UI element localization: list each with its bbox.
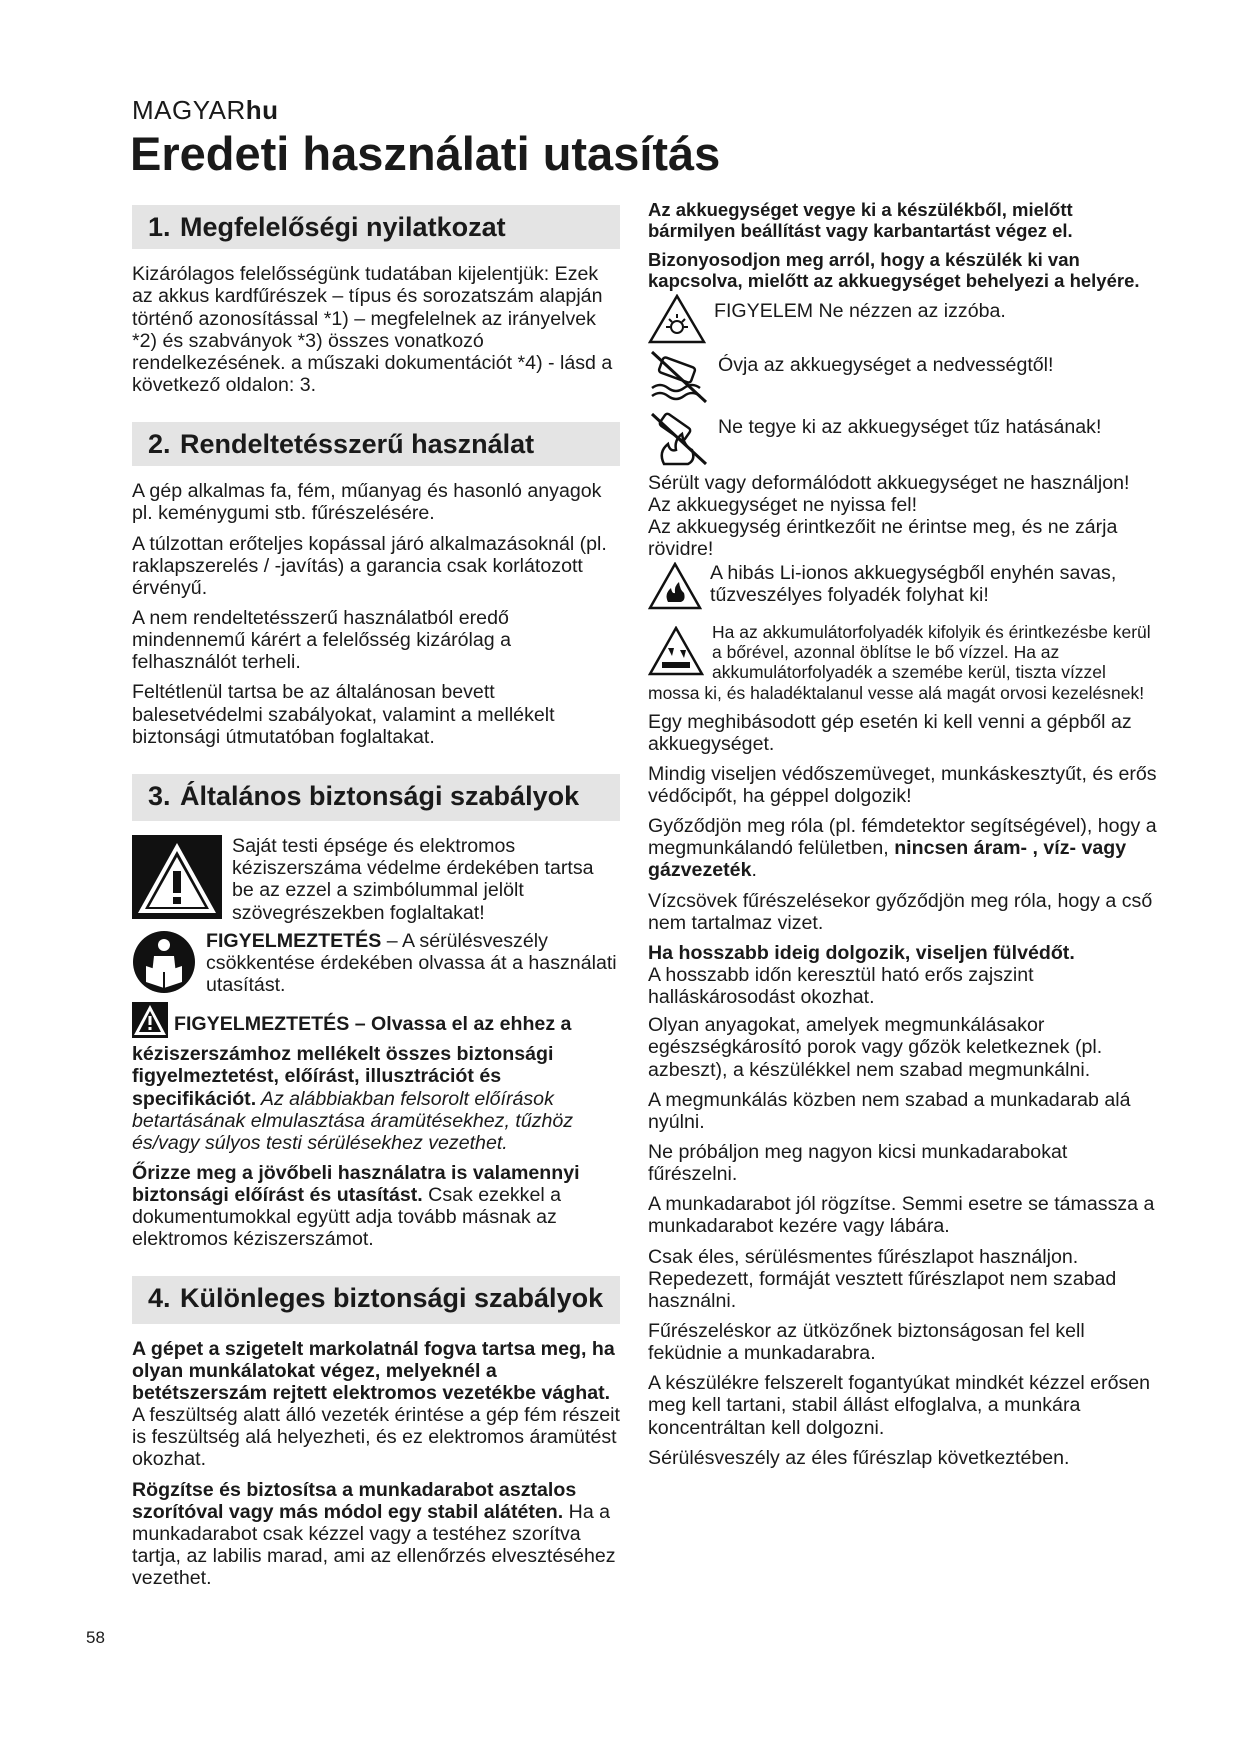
damaged-battery-text: Sérült vagy deformálódott akkuegységet ne használjon! — [648, 471, 1130, 494]
flammable-icon — [648, 562, 702, 610]
water-warning-text: Óvja az akkuegységet a nedvességtől! — [718, 353, 1054, 376]
no-fire-icon — [648, 410, 710, 468]
page-number: 58 — [86, 1628, 105, 1647]
acid-warning-text: Ha az akkumulátorfolyadék kifolyik és érintkezésbe kerül a bőrével, azonnal öblítse le bő vízzel. Ha az akkumulátorfolyadék a szemébe kerül, tiszta vízzel mossa ki, és haladéktalanul vesse alá magát orvosi kezelésnek! — [648, 622, 1151, 703]
corrosive-icon — [648, 626, 704, 676]
lamp-warning-row — [648, 294, 1158, 344]
lamp-warning-text: FIGYELEM Ne nézzen az izzóba. — [714, 299, 1006, 322]
right-p1: Egy meghibásodott gép esetén ki kell venni a gépből az akkuegységet. — [648, 710, 1132, 755]
special-rule-2: Rögzítse és biztosítsa a munkadarabot asztalos szorítóval vagy más módol egy stabil alátéten. Ha a munkadarabot csak kézzel vagy a testéhez szorítva tartja, az labilis marad, ami az ellenőrzés elvesztéséhez vezethet. — [132, 1478, 616, 1590]
right-p4: Vízcsövek fűrészelésekor győződjön meg róla, hogy a cső nem tartalmaz vizet. — [648, 889, 1153, 934]
section-heading-3: 3. Általános biztonsági szabályok — [132, 774, 620, 821]
right-p9: A munkadarabot jól rögzítse. Semmi esetre se támassza a munkadarabot kezére vagy lábára. — [648, 1193, 1155, 1238]
right-p13: Sérülésveszély az éles fűrészlap következtében. — [648, 1446, 1070, 1469]
section-heading-4: 4. Különleges biztonsági szabályok — [132, 1276, 620, 1323]
water-warning-row — [648, 348, 1158, 406]
warning-square-icon — [132, 835, 222, 919]
switch-off-text: Bizonyosodjon meg arról, hogy a készülék ki van kapcsolva, mielőtt az akkuegységet behelyezi a helyére. — [648, 248, 1140, 291]
read-manual-row — [132, 930, 620, 996]
right-p11: Fűrészeléskor az ütközőnek biztonságosan fel kell feküdnie a munkadarabra. — [648, 1320, 1085, 1365]
read-manual-icon — [132, 930, 196, 994]
special-rule-1: A gépet a szigetelt markolatnál fogva tartsa meg, ha olyan munkálatokat végez, melyeknél a betétszerszám rejtett elektromos vezetékbe vághat. A feszültség alatt álló vezeték érintése a gép fém részeit is feszültség alá helyezheti, és ez elektromos áramütést okozhat. — [132, 1337, 620, 1471]
no-open-text: Az akkuegységet ne nyissa fel! — [648, 493, 918, 516]
right-p10: Csak éles, sérülésmentes fűrészlapot használjon. Repedezett, formáját vesztett fűrészlapot nem szabad használni. — [648, 1245, 1117, 1312]
right-p8: Ne próbáljon meg nagyon kicsi munkadarabokat fűrészelni. — [648, 1141, 1068, 1186]
fire-warning-text: Ne tegye ki az akkuegységet tűz hatásának! — [718, 415, 1102, 438]
right-p2: Mindig viseljen védőszemüveget, munkáskesztyűt, és erős védőcipőt, ha géppel dolgozik! — [648, 762, 1157, 808]
warning-small-icon — [132, 1002, 168, 1043]
acid-warning-block — [648, 622, 1158, 703]
language-label: MAGYARhu — [132, 95, 279, 125]
section-heading-2: 2. Rendeltetésszerű használat — [132, 422, 620, 466]
remove-battery-text: Az akkuegységet vegye ki a készülékből, mielőtt bármilyen beállítást vagy karbantartást végez el. — [648, 199, 1073, 241]
intended-use-p2: A túlzottan erőteljes kopással járó alkalmazásoknál (pl. raklapszerelés / -javítás) a garancia csak korlátozott érvényű. — [132, 532, 607, 599]
li-ion-warning-text: A hibás Li-ionos akkuegységből enyhén savas, tűzveszélyes folyadék folyhat ki! — [710, 562, 1117, 607]
warning-symbol-row — [132, 835, 620, 924]
right-p6: Olyan anyagokat, amelyek megmunkálásakor egészségkárosító porok vagy gőzök keletkeznek (pl. azbeszt), a készülékkel nem szabad megmunkálni. — [648, 1014, 1103, 1081]
section-heading-1: 1. Megfelelőségi nyilatkozat — [132, 205, 620, 249]
li-ion-warning-row — [648, 562, 1158, 610]
fire-warning-row — [648, 410, 1158, 468]
right-column — [648, 200, 1158, 1477]
declaration-text: Kizárólagos felelősségünk tudatában kijelentjük: Ezek az akkus kardfűrészek – típus és sorozatszám alapján történő azonosítással *1) – megfelelnek az irányelvek *2) és szabványok *3) összes vonatkozó rendelkezésének. a műszaki dokumentációt *4) - lásd a következő oldalon: 3. — [132, 263, 613, 396]
right-p7: A megmunkálás közben nem szabad a munkadarab alá nyúlni. — [648, 1088, 1131, 1133]
intended-use-p3: A nem rendeltetésszerű használatból eredő mindennemű kárért a felelősség kizárólag a felhasználót terheli. — [132, 607, 512, 674]
no-water-icon — [648, 348, 710, 406]
right-p3: Győződjön meg róla (pl. fémdetektor segítségével), hogy a megmunkálandó felületben, nincsen áram- , víz- vagy gázvezeték. — [648, 815, 1157, 882]
left-column — [132, 205, 620, 1597]
lamp-warning-icon — [648, 294, 706, 344]
no-touch-text: Az akkuegység érintkezőit ne érintse meg, és ne zárja rövidre! — [648, 515, 1118, 560]
page-title: Eredeti használati utasítás — [130, 127, 721, 180]
read-manual-text: FIGYELMEZTETÉS – A sérülésveszély csökkentése érdekében olvassa át a használati utasítást. — [206, 929, 617, 996]
right-p12: A készülékre felszerelt fogantyúkat mindkét kézzel erősen meg kell tartani, stabil állást elfoglalva, a munkára koncentráltan kell dolgozni. — [648, 1372, 1151, 1439]
general-warning: FIGYELMEZTETÉS – Olvassa el az ehhez a kéziszerszámhoz mellékelt összes biztonsági figyelmeztetést, előírást, illusztrációt és specifikációt. Az alábbiakban felsorolt előírások betartásának elmulasztása áramütésekhez, tűzhöz és/vagy súlyos testi sérülésekhez vezethet. — [132, 1002, 620, 1154]
right-p5: Ha hosszabb ideig dolgozik, viseljen fülvédőt. A hosszabb időn keresztül ható erős zajszint halláskárosodást okozhat. — [648, 941, 1075, 1009]
keep-instructions: Őrizze meg a jövőbeli használatra is valamennyi biztonsági előírást és utasítást. Csak ezekkel a dokumentumokkal együtt adja tovább másnak az elektromos kéziszerszámot. — [132, 1161, 580, 1251]
intended-use-p4: Feltétlenül tartsa be az általánosan bevett balesetvédelmi szabályokat, valamint a mellékelt biztonsági útmutatóban foglaltakat. — [132, 681, 555, 748]
intended-use-p1: A gép alkalmas fa, fém, műanyag és hasonló anyagok pl. keménygumi stb. fűrészelésére. — [132, 480, 602, 525]
warning-symbol-text: Saját testi épsége és elektromos kéziszerszáma védelme érdekében tartsa be az ezzel a szimbólummal jelölt szövegrészekben foglaltakat! — [232, 835, 594, 924]
